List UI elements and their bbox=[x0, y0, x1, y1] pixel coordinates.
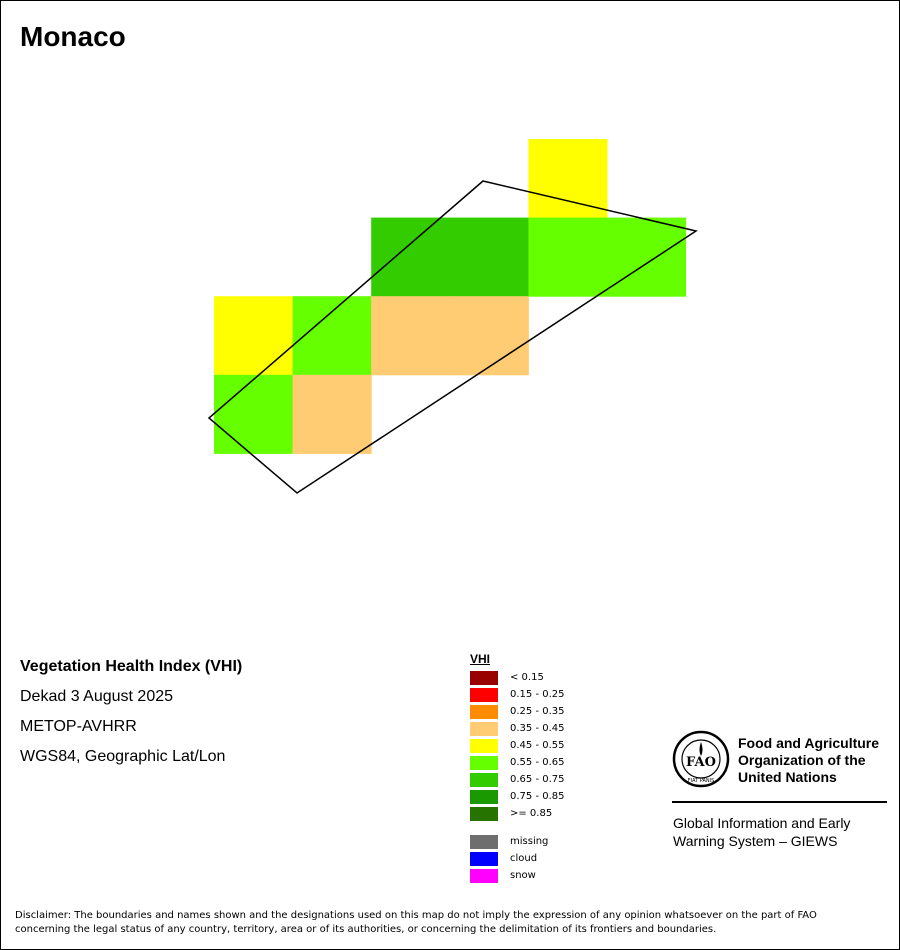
legend-label: cloud bbox=[510, 853, 538, 864]
grid-cell bbox=[607, 218, 686, 297]
legend-label: 0.55 - 0.65 bbox=[510, 757, 565, 768]
legend-label: >= 0.85 bbox=[510, 808, 553, 819]
legend-swatch bbox=[470, 756, 498, 770]
grid-cell bbox=[371, 296, 450, 375]
grid-cell bbox=[214, 375, 293, 454]
organization-name bbox=[738, 735, 898, 786]
legend-swatch bbox=[470, 705, 498, 719]
product-title: Vegetation Health Index (VHI) bbox=[20, 658, 243, 675]
map-title: Monaco bbox=[20, 21, 126, 52]
legend-swatch bbox=[470, 739, 498, 753]
legend-label: 0.45 - 0.55 bbox=[510, 740, 565, 751]
legend-title: VHI bbox=[470, 652, 491, 666]
legend-swatch bbox=[470, 807, 498, 821]
disclaimer bbox=[15, 909, 885, 937]
grid-cell bbox=[450, 218, 529, 297]
legend-swatch bbox=[470, 852, 498, 866]
fao-logo-motto: FIAT PANIS bbox=[687, 778, 715, 784]
legend-label: missing bbox=[510, 836, 549, 847]
fao-logo-icon bbox=[672, 730, 730, 788]
disclaimer-line-2: concerning the legal status of any country, territory, area or of its authorities, or concerning the delimitation of its frontiers and boundaries. bbox=[15, 924, 717, 935]
legend-label: 0.65 - 0.75 bbox=[510, 774, 565, 785]
legend-label: < 0.15 bbox=[510, 672, 544, 683]
giews-name bbox=[673, 814, 893, 850]
product-sensor: METOP-AVHRR bbox=[20, 718, 137, 735]
legend-swatch bbox=[470, 688, 498, 702]
grid-cell bbox=[293, 375, 372, 454]
grid-cell bbox=[528, 139, 607, 218]
product-date: Dekad 3 August 2025 bbox=[20, 688, 174, 705]
legend-swatch bbox=[470, 790, 498, 804]
divider bbox=[672, 801, 887, 803]
legend-swatch bbox=[470, 835, 498, 849]
disclaimer-line-1: Disclaimer: The boundaries and names shown and the designations used on this map do not imply the expression of any opinion whatsoever on the part of FAO bbox=[15, 910, 817, 921]
org-name-line-1: Food and Agriculture bbox=[738, 735, 880, 751]
legend-label: 0.35 - 0.45 bbox=[510, 723, 565, 734]
giews-line-1: Global Information and Early bbox=[673, 815, 851, 831]
product-projection: WGS84, Geographic Lat/Lon bbox=[20, 748, 226, 765]
legend-label: 0.15 - 0.25 bbox=[510, 689, 565, 700]
grid-cell bbox=[371, 218, 450, 297]
fao-logo-letters: FAO bbox=[686, 755, 716, 770]
grid-cell bbox=[214, 296, 293, 375]
giews-line-2: Warning System – GIEWS bbox=[673, 833, 838, 849]
grid-cell bbox=[528, 218, 607, 297]
org-name-line-3: United Nations bbox=[738, 769, 837, 785]
legend-label: 0.75 - 0.85 bbox=[510, 791, 565, 802]
legend-swatch bbox=[470, 773, 498, 787]
legend-swatch bbox=[470, 869, 498, 883]
legend-swatch bbox=[470, 722, 498, 736]
legend-label: snow bbox=[510, 870, 536, 881]
org-name-line-2: Organization of the bbox=[738, 752, 866, 768]
legend-label: 0.25 - 0.35 bbox=[510, 706, 565, 717]
legend-swatch bbox=[470, 671, 498, 685]
vhi-grid bbox=[214, 139, 686, 454]
grid-cell bbox=[450, 296, 529, 375]
